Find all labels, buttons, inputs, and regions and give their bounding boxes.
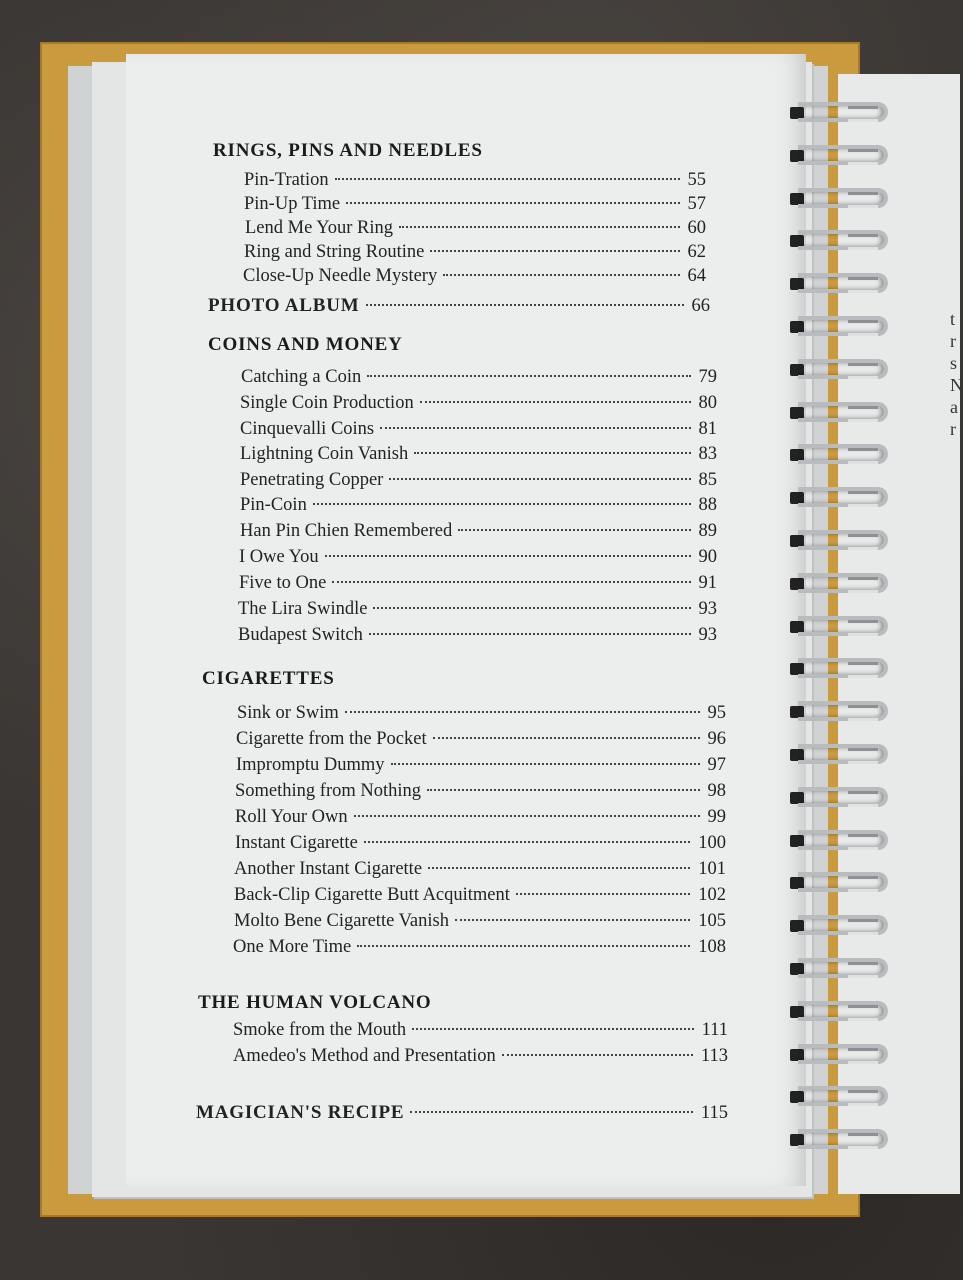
toc-entry (245, 218, 706, 242)
page-number: 100 (698, 833, 726, 853)
entry-title: The Lira Swindle (238, 599, 368, 619)
section-title: COINS AND MONEY (208, 334, 403, 355)
edge-letter: N (950, 375, 963, 395)
toc-section-row (208, 295, 710, 323)
page-number: 115 (700, 1103, 728, 1123)
entry-title: I Owe You (239, 547, 319, 567)
page-number: 60 (687, 218, 706, 238)
dot-leader (373, 607, 690, 609)
page-number: 102 (698, 885, 726, 905)
entry-title: Penetrating Copper (240, 470, 384, 490)
page-number: 96 (707, 729, 726, 749)
toc-entry (237, 703, 726, 727)
page-number: 89 (698, 521, 717, 541)
toc-entry (240, 393, 717, 417)
dot-leader (345, 711, 700, 713)
dot-leader (366, 304, 684, 306)
toc-entry (233, 937, 726, 961)
entry-title: Amedeo's Method and Presentation (233, 1046, 496, 1066)
page-number: 66 (691, 296, 710, 316)
toc-entry (238, 599, 717, 623)
toc-entry (240, 495, 717, 519)
toc-entry (240, 521, 717, 545)
edge-letter: t (950, 309, 956, 329)
toc-entry (235, 807, 726, 831)
toc-entry (239, 573, 717, 597)
entry-title: One More Time (233, 937, 352, 957)
dot-leader (389, 478, 690, 480)
dot-leader (346, 202, 679, 204)
entry-title: Impromptu Dummy (236, 755, 385, 775)
entry-title: Five to One (239, 573, 327, 593)
toc-entry (240, 419, 717, 443)
dot-leader (369, 633, 691, 635)
entry-title: Another Instant Cigarette (234, 859, 423, 879)
dot-leader (313, 503, 691, 505)
page-number: 90 (698, 547, 717, 567)
dot-leader (420, 401, 691, 403)
dot-leader (427, 789, 699, 791)
entry-title: Molto Bene Cigarette Vanish (234, 911, 449, 931)
entry-title: Sink or Swim (237, 703, 339, 723)
entry-title: Catching a Coin (241, 367, 362, 387)
page-number: 62 (687, 242, 706, 262)
toc-entry (233, 1020, 728, 1044)
dot-leader (430, 250, 679, 252)
toc-entry (236, 729, 726, 753)
toc-entry (233, 1046, 728, 1070)
page-number: 113 (700, 1046, 728, 1066)
page-number: 97 (707, 755, 726, 775)
dot-leader (380, 427, 690, 429)
toc-entry (235, 781, 726, 805)
dot-leader (502, 1054, 693, 1056)
page-number: 57 (687, 194, 706, 214)
toc-entry (234, 859, 726, 883)
entry-title: Roll Your Own (235, 807, 348, 827)
toc-entry (240, 470, 717, 494)
page-number: 98 (707, 781, 726, 801)
page-number: 101 (698, 859, 726, 879)
entry-title: Pin-Up Time (244, 194, 341, 214)
dot-leader (428, 867, 690, 869)
page-number: 99 (707, 807, 726, 827)
dot-leader (433, 737, 700, 739)
page-number: 93 (698, 599, 717, 619)
dot-leader (455, 919, 690, 921)
entry-title: Smoke from the Mouth (233, 1020, 407, 1040)
entry-title: Budapest Switch (238, 625, 363, 645)
page-number: 83 (698, 444, 717, 464)
section-title: PHOTO ALBUM (208, 295, 360, 316)
toc-entry (244, 242, 706, 266)
toc-entry (234, 911, 726, 935)
page-number: 81 (698, 419, 717, 439)
toc-entry (239, 547, 717, 571)
dot-leader (516, 893, 690, 895)
edge-letter: s (950, 353, 958, 373)
entry-title: Lightning Coin Vanish (240, 444, 409, 464)
page-number: 55 (687, 170, 706, 190)
toc-entry (238, 625, 717, 649)
dot-leader (414, 452, 690, 454)
page-number: 64 (687, 266, 706, 286)
toc-entry (240, 444, 717, 468)
toc-entry (244, 194, 706, 218)
section-title: CIGARETTES (202, 668, 335, 689)
page-number: 80 (698, 393, 717, 413)
page-number: 105 (698, 911, 726, 931)
entry-title: Pin-Coin (240, 495, 307, 515)
toc-entry (241, 367, 717, 391)
dot-leader (332, 581, 690, 583)
entry-title: Han Pin Chien Remembered (240, 521, 453, 541)
toc-entry (234, 885, 726, 909)
dot-leader (357, 945, 690, 947)
entry-title: Ring and String Routine (244, 242, 425, 262)
entry-title: Close-Up Needle Mystery (243, 266, 438, 286)
page-number: 93 (698, 625, 717, 645)
entry-title: Back-Clip Cigarette Butt Acquitment (234, 885, 510, 905)
page-number: 111 (701, 1020, 728, 1040)
dot-leader (410, 1111, 693, 1113)
edge-letter: r (950, 331, 956, 351)
section-title: THE HUMAN VOLCANO (198, 992, 432, 1013)
section-title: MAGICIAN'S RECIPE (196, 1102, 405, 1123)
toc-entry (243, 266, 706, 290)
page-number: 88 (698, 495, 717, 515)
page-number: 108 (698, 937, 726, 957)
page-number: 85 (698, 470, 717, 490)
dot-leader (399, 226, 679, 228)
dot-leader (391, 763, 700, 765)
dot-leader (325, 555, 691, 557)
dot-leader (364, 841, 690, 843)
toc-section-row (196, 1102, 728, 1130)
entry-title: Cinquevalli Coins (240, 419, 375, 439)
edge-letter: r (950, 419, 956, 439)
dot-leader (335, 178, 680, 180)
dot-leader (354, 815, 700, 817)
toc-entry (236, 755, 726, 779)
page-number: 91 (698, 573, 717, 593)
page-number: 79 (698, 367, 717, 387)
dot-leader (367, 375, 690, 377)
edge-letter: a (950, 397, 958, 417)
entry-title: Pin-Tration (244, 170, 329, 190)
entry-title: Cigarette from the Pocket (236, 729, 427, 749)
entry-title: Single Coin Production (240, 393, 414, 413)
page-number: 95 (707, 703, 726, 723)
section-title: RINGS, PINS AND NEEDLES (213, 140, 483, 161)
entry-title: Something from Nothing (235, 781, 422, 801)
dot-leader (458, 529, 690, 531)
toc-entry (244, 170, 706, 194)
entry-title: Lend Me Your Ring (245, 218, 394, 238)
dot-leader (412, 1028, 693, 1030)
toc-entry (235, 833, 726, 857)
dot-leader (443, 274, 679, 276)
entry-title: Instant Cigarette (235, 833, 358, 853)
